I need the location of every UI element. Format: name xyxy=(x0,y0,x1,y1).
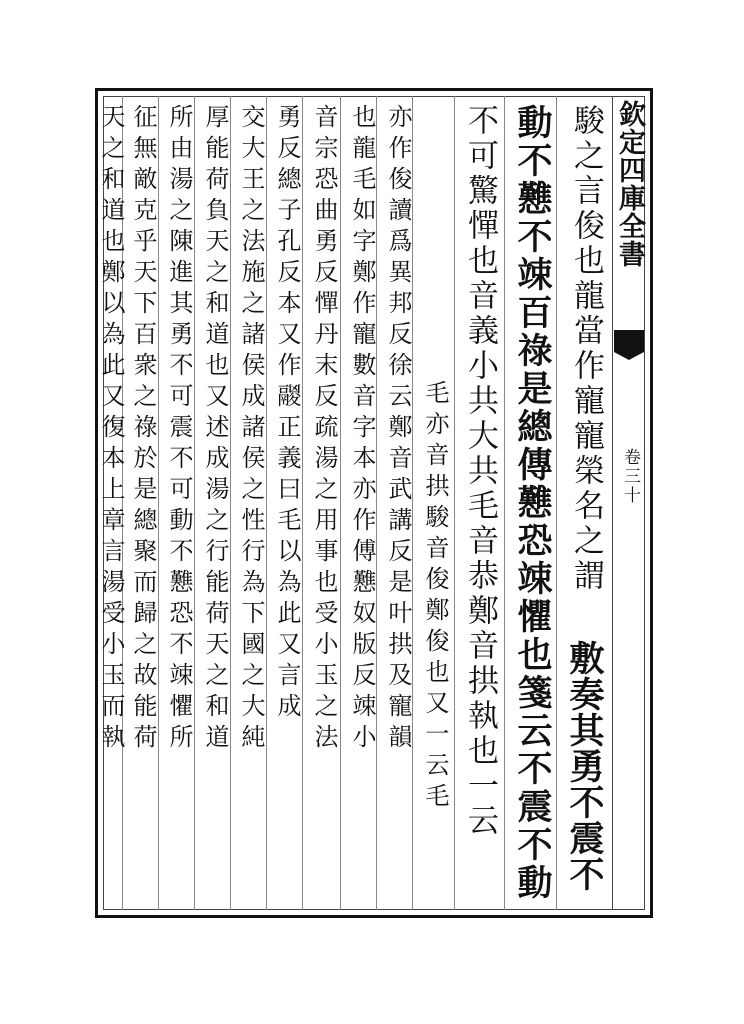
text-column-8: 勇反總子孔反本又作鬷正義曰毛以為此又言成 xyxy=(273,104,301,724)
fishtail-mark-icon xyxy=(614,330,644,352)
text-column-3: 不可驚憚也音義小共大共毛音恭鄭音拱執也一云 xyxy=(462,104,498,839)
text-column-7: 音宗恐曲勇反憚丹末反疏湯之用事也受小玉之法 xyxy=(310,104,338,755)
column-rule xyxy=(302,96,303,910)
column-rule xyxy=(504,96,505,910)
column-rule xyxy=(194,96,195,910)
column-rule xyxy=(556,96,557,910)
book-title: 欽定四庫全書 xyxy=(614,100,645,268)
text-column-10: 厚能荷負天之和道也又述成湯之行能荷天之和道 xyxy=(201,104,229,755)
column-rule xyxy=(266,96,267,910)
text-column-13: 天之和道也鄭以為此又復本上章言湯受小玉而執 xyxy=(97,104,125,755)
text-column-4: 毛亦音拱駿音俊鄭俊也又一云毛 xyxy=(421,380,449,814)
text-column-9: 交大王之法施之諸侯成諸侯之性行為下國之大純 xyxy=(237,104,265,755)
text-column-11: 所由湯之陳進其勇不可震不可動不戁恐不竦懼所 xyxy=(165,104,193,755)
column-rule xyxy=(454,96,455,910)
text-column-2: 動不戁不竦百祿是總傳戁恐竦懼也箋云不震不動 xyxy=(512,104,553,902)
column-rule xyxy=(230,96,231,910)
text-column-6: 也龍毛如字鄭作寵數音字本亦作傅戁奴版反竦小 xyxy=(348,104,376,755)
column-rule xyxy=(340,96,341,910)
text-column-1-cont: 敷奏其勇不震不 xyxy=(564,640,605,892)
text-column-1: 駿之言俊也龍當作寵寵榮名之謂 xyxy=(568,104,604,594)
text-column-5: 亦作俊讀爲異邦反徐云鄭音武講反是叶拱及寵韻 xyxy=(384,104,412,755)
text-column-12: 征無敵克乎天下百衆之祿於是總聚而歸之故能荷 xyxy=(129,104,157,755)
column-rule xyxy=(158,96,159,910)
volume-number: 卷三十 xyxy=(620,448,640,505)
